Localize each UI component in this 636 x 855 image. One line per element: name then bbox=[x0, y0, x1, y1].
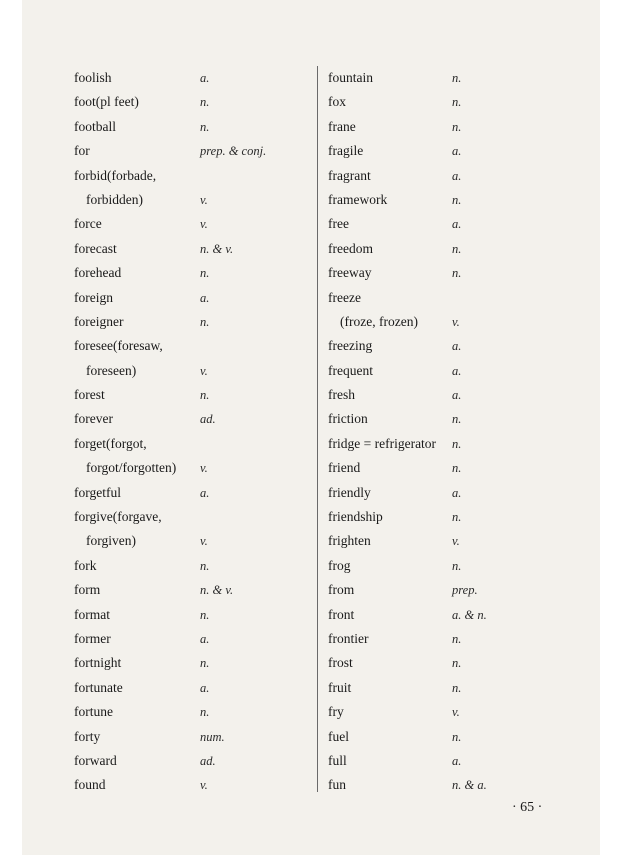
entry-part-of-speech: a. bbox=[452, 753, 462, 768]
vocabulary-entry bbox=[328, 212, 558, 236]
entry-word: forbidden) bbox=[86, 191, 143, 207]
vocabulary-entry bbox=[74, 505, 304, 529]
vocabulary-entry bbox=[328, 529, 558, 553]
entry-word: forward bbox=[74, 752, 117, 768]
entry-part-of-speech: v. bbox=[200, 192, 208, 207]
entry-word: front bbox=[328, 606, 355, 622]
vocabulary-entry bbox=[328, 164, 558, 188]
entry-word: foot(pl feet) bbox=[74, 94, 139, 110]
entry-word: forest bbox=[74, 387, 105, 403]
vocabulary-entry bbox=[74, 578, 304, 602]
entry-word: forehead bbox=[74, 265, 122, 281]
vocabulary-entry bbox=[328, 651, 558, 675]
entry-word: full bbox=[328, 752, 347, 768]
entry-part-of-speech: ad. bbox=[200, 412, 216, 427]
entry-part-of-speech: a. bbox=[452, 485, 462, 500]
entry-part-of-speech: a. bbox=[452, 217, 462, 232]
entry-part-of-speech: n. & v. bbox=[200, 241, 234, 256]
entry-word: foresee(foresaw, bbox=[74, 338, 163, 354]
vocabulary-entry bbox=[74, 456, 304, 480]
entry-part-of-speech: v. bbox=[200, 461, 208, 476]
vocabulary-entry bbox=[328, 359, 558, 383]
vocabulary-entry bbox=[74, 261, 304, 285]
vocabulary-entry bbox=[328, 700, 558, 724]
entry-part-of-speech: n. bbox=[452, 656, 462, 671]
vocabulary-entry bbox=[328, 261, 558, 285]
vocabulary-entry bbox=[74, 432, 304, 456]
entry-part-of-speech: ad. bbox=[200, 753, 216, 768]
entry-word: frost bbox=[328, 655, 353, 671]
vocabulary-entry bbox=[74, 725, 304, 749]
entry-part-of-speech: n. bbox=[200, 95, 210, 110]
entry-word: fresh bbox=[328, 387, 355, 403]
vocabulary-entry bbox=[74, 212, 304, 236]
entry-word: friendship bbox=[328, 509, 383, 525]
entry-word: friction bbox=[328, 411, 368, 427]
entry-part-of-speech: prep. & conj. bbox=[200, 144, 267, 159]
entry-part-of-speech: n. bbox=[200, 705, 210, 720]
entry-word: foreign bbox=[74, 289, 113, 305]
entry-part-of-speech: v. bbox=[200, 534, 208, 549]
entry-word: freedom bbox=[328, 240, 373, 256]
entry-word: forbid(forbade, bbox=[74, 167, 157, 183]
entry-word: friendly bbox=[328, 484, 371, 500]
vocabulary-entry bbox=[328, 115, 558, 139]
entry-part-of-speech: v. bbox=[452, 705, 460, 720]
vocabulary-entry bbox=[328, 554, 558, 578]
entry-part-of-speech: n. bbox=[200, 607, 210, 622]
entry-word: forty bbox=[74, 728, 101, 744]
entry-word: forget(forgot, bbox=[74, 435, 147, 451]
vocabulary-entry bbox=[328, 578, 558, 602]
vocabulary-entry bbox=[74, 407, 304, 431]
entry-part-of-speech: num. bbox=[200, 729, 225, 744]
vocabulary-entry bbox=[328, 286, 558, 310]
right-word-column bbox=[328, 66, 558, 798]
entry-word: fruit bbox=[328, 679, 352, 695]
vocabulary-entry bbox=[74, 90, 304, 114]
vocabulary-entry bbox=[328, 334, 558, 358]
entry-word: frane bbox=[328, 118, 356, 134]
entry-word: frequent bbox=[328, 362, 373, 378]
entry-word: fortunate bbox=[74, 679, 123, 695]
vocabulary-entry bbox=[328, 237, 558, 261]
entry-word: freeze bbox=[328, 289, 361, 305]
entry-part-of-speech: n. bbox=[200, 119, 210, 134]
entry-part-of-speech: n. bbox=[452, 412, 462, 427]
entry-part-of-speech: n. bbox=[200, 266, 210, 281]
vocabulary-entry bbox=[328, 90, 558, 114]
entry-word: forever bbox=[74, 411, 113, 427]
entry-word: fountain bbox=[328, 70, 373, 85]
entry-word: free bbox=[328, 216, 349, 232]
vocabulary-entry bbox=[328, 749, 558, 773]
entry-word: freezing bbox=[328, 338, 373, 354]
entry-part-of-speech: n. & v. bbox=[200, 583, 234, 598]
entry-part-of-speech: n. bbox=[452, 119, 462, 134]
entry-word: for bbox=[74, 143, 90, 159]
vocabulary-entry bbox=[74, 627, 304, 651]
entry-word: fragile bbox=[328, 143, 364, 159]
entry-part-of-speech: n. bbox=[452, 461, 462, 476]
vocabulary-entry bbox=[74, 481, 304, 505]
entry-word: format bbox=[74, 606, 110, 622]
entry-word: from bbox=[328, 582, 355, 598]
vocabulary-entry bbox=[74, 188, 304, 212]
entry-part-of-speech: n. bbox=[452, 680, 462, 695]
entry-word: fridge = refrigerator bbox=[328, 435, 437, 451]
entry-part-of-speech: v. bbox=[452, 534, 460, 549]
vocabulary-entry bbox=[328, 725, 558, 749]
vocabulary-entry bbox=[328, 456, 558, 480]
entry-part-of-speech: n. bbox=[452, 95, 462, 110]
vocabulary-entry bbox=[328, 773, 558, 797]
entry-part-of-speech: a. bbox=[452, 144, 462, 159]
entry-part-of-speech: n. bbox=[452, 631, 462, 646]
entry-word: forgetful bbox=[74, 484, 121, 500]
vocabulary-entry bbox=[74, 676, 304, 700]
vocabulary-entry bbox=[328, 432, 558, 456]
entry-word: forgive(forgave, bbox=[74, 509, 162, 525]
entry-part-of-speech: prep. bbox=[452, 583, 478, 598]
entry-word: football bbox=[74, 118, 116, 134]
column-divider bbox=[317, 66, 318, 792]
entry-word: fortnight bbox=[74, 655, 122, 671]
vocabulary-entry bbox=[328, 481, 558, 505]
entry-word: frighten bbox=[328, 533, 371, 549]
entry-part-of-speech: n. bbox=[452, 266, 462, 281]
entry-word: foreseen) bbox=[86, 362, 137, 378]
vocabulary-entry bbox=[328, 188, 558, 212]
entry-word: framework bbox=[328, 191, 388, 207]
entry-word: force bbox=[74, 216, 102, 232]
vocabulary-entry bbox=[74, 164, 304, 188]
entry-word: fortune bbox=[74, 704, 113, 720]
entry-part-of-speech: a. bbox=[452, 168, 462, 183]
entry-word: found bbox=[74, 777, 106, 793]
vocabulary-entry bbox=[74, 773, 304, 797]
vocabulary-entry bbox=[74, 700, 304, 724]
vocabulary-entry bbox=[74, 651, 304, 675]
entry-part-of-speech: v. bbox=[200, 217, 208, 232]
entry-part-of-speech: n. bbox=[452, 192, 462, 207]
entry-part-of-speech: a. bbox=[452, 339, 462, 354]
vocabulary-entry bbox=[328, 66, 558, 90]
entry-word: fork bbox=[74, 557, 97, 573]
entry-word: freeway bbox=[328, 265, 372, 281]
entry-word: forecast bbox=[74, 240, 117, 256]
vocabulary-entry bbox=[74, 603, 304, 627]
entry-part-of-speech: a. bbox=[200, 485, 210, 500]
entry-word: frontier bbox=[328, 630, 369, 646]
entry-part-of-speech: n. bbox=[200, 388, 210, 403]
vocabulary-entry bbox=[74, 66, 304, 90]
entry-word: (froze, frozen) bbox=[340, 313, 418, 329]
vocabulary-entry bbox=[74, 359, 304, 383]
vocabulary-entry bbox=[328, 383, 558, 407]
vocabulary-entry bbox=[328, 603, 558, 627]
vocabulary-entry bbox=[74, 749, 304, 773]
entry-part-of-speech: a. bbox=[452, 388, 462, 403]
entry-part-of-speech: n. & a. bbox=[452, 778, 487, 793]
entry-word: frog bbox=[328, 557, 351, 573]
entry-part-of-speech: a. bbox=[200, 290, 210, 305]
entry-word: fuel bbox=[328, 728, 349, 744]
page-number: · 65 · bbox=[512, 800, 543, 815]
entry-word: foreigner bbox=[74, 313, 124, 329]
entry-part-of-speech: a. bbox=[200, 71, 210, 85]
entry-part-of-speech: n. bbox=[452, 71, 462, 85]
vocabulary-entry bbox=[328, 407, 558, 431]
entry-part-of-speech: a. bbox=[200, 680, 210, 695]
vocabulary-entry bbox=[74, 115, 304, 139]
entry-part-of-speech: v. bbox=[452, 314, 460, 329]
entry-part-of-speech: n. bbox=[452, 241, 462, 256]
entry-word: former bbox=[74, 630, 111, 646]
entry-word: fun bbox=[328, 777, 346, 793]
entry-part-of-speech: a. bbox=[452, 363, 462, 378]
entry-part-of-speech: n. bbox=[452, 558, 462, 573]
vocabulary-entry bbox=[74, 554, 304, 578]
entry-word: foolish bbox=[74, 70, 112, 85]
entry-word: fry bbox=[328, 704, 344, 720]
vocabulary-entry bbox=[328, 676, 558, 700]
vocabulary-entry bbox=[328, 505, 558, 529]
vocabulary-entry bbox=[328, 627, 558, 651]
entry-part-of-speech: a. bbox=[200, 631, 210, 646]
vocabulary-entry bbox=[74, 383, 304, 407]
entry-word: friend bbox=[328, 460, 361, 476]
entry-part-of-speech: n. bbox=[200, 558, 210, 573]
entry-part-of-speech: v. bbox=[200, 778, 208, 793]
vocabulary-entry bbox=[328, 139, 558, 163]
vocabulary-entry bbox=[74, 286, 304, 310]
entry-word: fox bbox=[328, 94, 346, 110]
vocabulary-entry bbox=[74, 334, 304, 358]
vocabulary-entry bbox=[328, 310, 558, 334]
entry-word: form bbox=[74, 582, 101, 598]
entry-part-of-speech: n. bbox=[452, 510, 462, 525]
entry-part-of-speech: n. bbox=[200, 656, 210, 671]
entry-part-of-speech: a. & n. bbox=[452, 607, 487, 622]
left-word-column bbox=[74, 66, 304, 798]
entry-word: forgot/forgotten) bbox=[86, 460, 177, 476]
entry-part-of-speech: v. bbox=[200, 363, 208, 378]
vocabulary-entry bbox=[74, 139, 304, 163]
vocabulary-entry bbox=[74, 310, 304, 334]
entry-word: forgiven) bbox=[86, 533, 136, 549]
entry-word: fragrant bbox=[328, 167, 371, 183]
entry-part-of-speech: n. bbox=[200, 314, 210, 329]
entry-part-of-speech: n. bbox=[452, 729, 462, 744]
vocabulary-entry bbox=[74, 237, 304, 261]
vocabulary-entry bbox=[74, 529, 304, 553]
entry-part-of-speech: n. bbox=[452, 436, 462, 451]
